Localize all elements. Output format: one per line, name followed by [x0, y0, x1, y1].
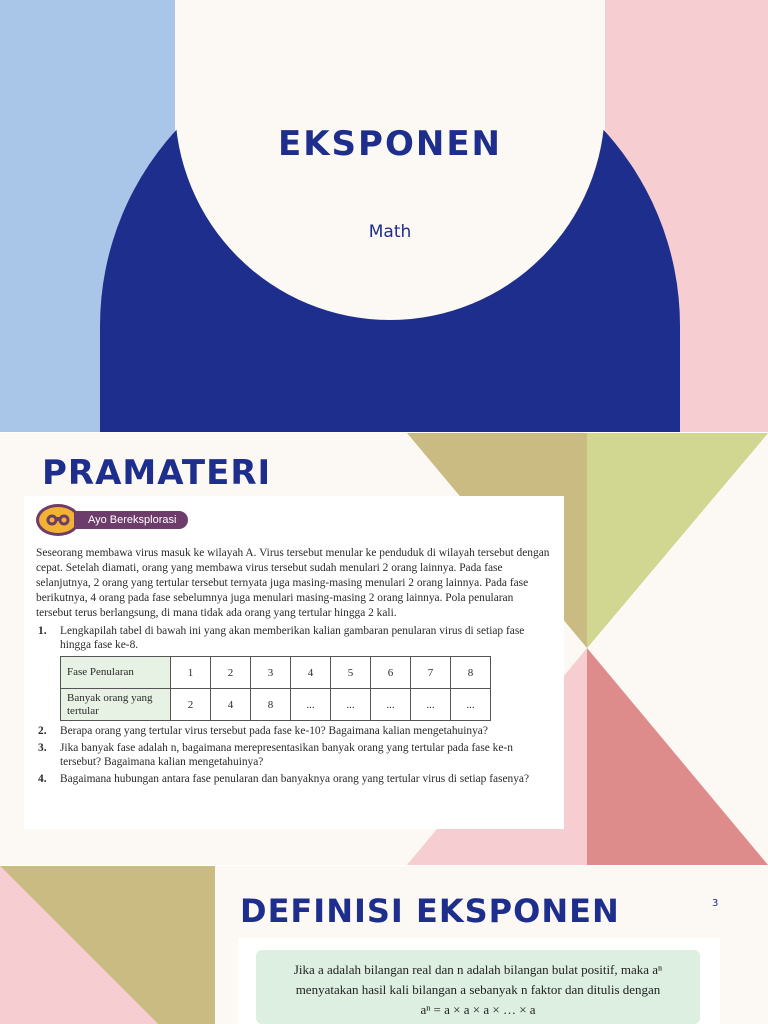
slide-heading: PRAMATERI — [42, 453, 272, 493]
page-number: 3 — [712, 898, 719, 909]
slide-heading: DEFINISI EKSPONEN — [240, 892, 620, 930]
question-number: 3. — [38, 742, 47, 754]
badge-label: Ayo Bereksplorasi — [74, 511, 188, 529]
slide-pramateri[interactable] — [0, 433, 768, 865]
table-row — [61, 657, 491, 689]
table-cell: 1 — [171, 657, 211, 689]
question-item — [36, 624, 552, 652]
exploration-badge — [36, 504, 552, 536]
question-text: Berapa orang yang tertular virus tersebut pada fase ke-10? Bagaimana kalian mengetahuinya? — [60, 725, 488, 737]
phase-table — [60, 656, 491, 721]
question-number: 4. — [38, 773, 47, 785]
table-row-header: Banyak orang yang tertular — [61, 689, 171, 721]
table-cell: 3 — [251, 657, 291, 689]
table-cell: 5 — [331, 657, 371, 689]
definition-formula: aⁿ = a × a × a × … × a — [420, 1002, 536, 1017]
question-text: Bagaimana hubungan antara fase penularan dan banyaknya orang yang tertular virus di setiap fasenya? — [60, 773, 530, 785]
slide-title[interactable] — [0, 0, 768, 432]
table-cell: ... — [291, 689, 331, 721]
table-cell: 6 — [371, 657, 411, 689]
question-item — [36, 772, 552, 786]
table-cell: 8 — [451, 657, 491, 689]
definition-line: menyatakan hasil kali bilangan a sebanyak n faktor dan ditulis dengan — [295, 982, 661, 997]
lime-triangle — [587, 433, 768, 648]
question-text: Jika banyak fase adalah n, bagaimana merepresentasikan banyak orang yang tertular pada fase ke-n tersebut? Bagaimana kalian mengetahuinya? — [60, 742, 513, 768]
table-cell: ... — [371, 689, 411, 721]
question-text: Lengkapilah tabel di bawah ini yang akan memberikan kalian gambaran penularan virus di setiap fase hingga fase ke-8. — [60, 625, 525, 651]
table-row — [61, 689, 491, 721]
slide-definisi[interactable] — [0, 866, 768, 1024]
table-cell: 2 — [211, 657, 251, 689]
salmon-triangle — [587, 648, 768, 865]
table-cell: ... — [411, 689, 451, 721]
table-cell: 4 — [211, 689, 251, 721]
question-number: 1. — [38, 625, 47, 637]
exploration-panel — [24, 496, 564, 829]
question-item — [36, 724, 552, 738]
table-cell: 8 — [251, 689, 291, 721]
presentation-title: EKSPONEN — [277, 124, 503, 164]
problem-paragraph: Seseorang membawa virus masuk ke wilayah A. Virus tersebut menular ke penduduk di wilayah tersebut dengan cepat. Setelah diamati, orang yang membawa virus tersebut sudah menulari 2 orang lainnya. Pada fase selanjutnya, 2 orang yang tertular tersebut ternyata juga masing-masing menulari 2 orang lainnya. Pada fase berikutnya, 4 orang pada fase sebelumnya juga menulari masing-masing 2 orang lainnya. Pola penularan tersebut terus berlangsung, di mana tidak ada orang yang tertular hingga 2 kali. — [36, 547, 550, 619]
table-cell: 2 — [171, 689, 211, 721]
definition-box — [256, 950, 700, 1024]
table-cell: 4 — [291, 657, 331, 689]
table-row-header: Fase Penularan — [61, 657, 171, 689]
question-number: 2. — [38, 725, 47, 737]
question-item — [36, 741, 552, 769]
presentation-subtitle: Math — [368, 222, 412, 242]
definition-line: Jika a adalah bilangan real dan n adalah bilangan bulat positif, maka aⁿ — [293, 962, 663, 977]
table-cell: ... — [331, 689, 371, 721]
table-cell: 7 — [411, 657, 451, 689]
table-cell: ... — [451, 689, 491, 721]
definition-panel — [238, 938, 720, 1024]
